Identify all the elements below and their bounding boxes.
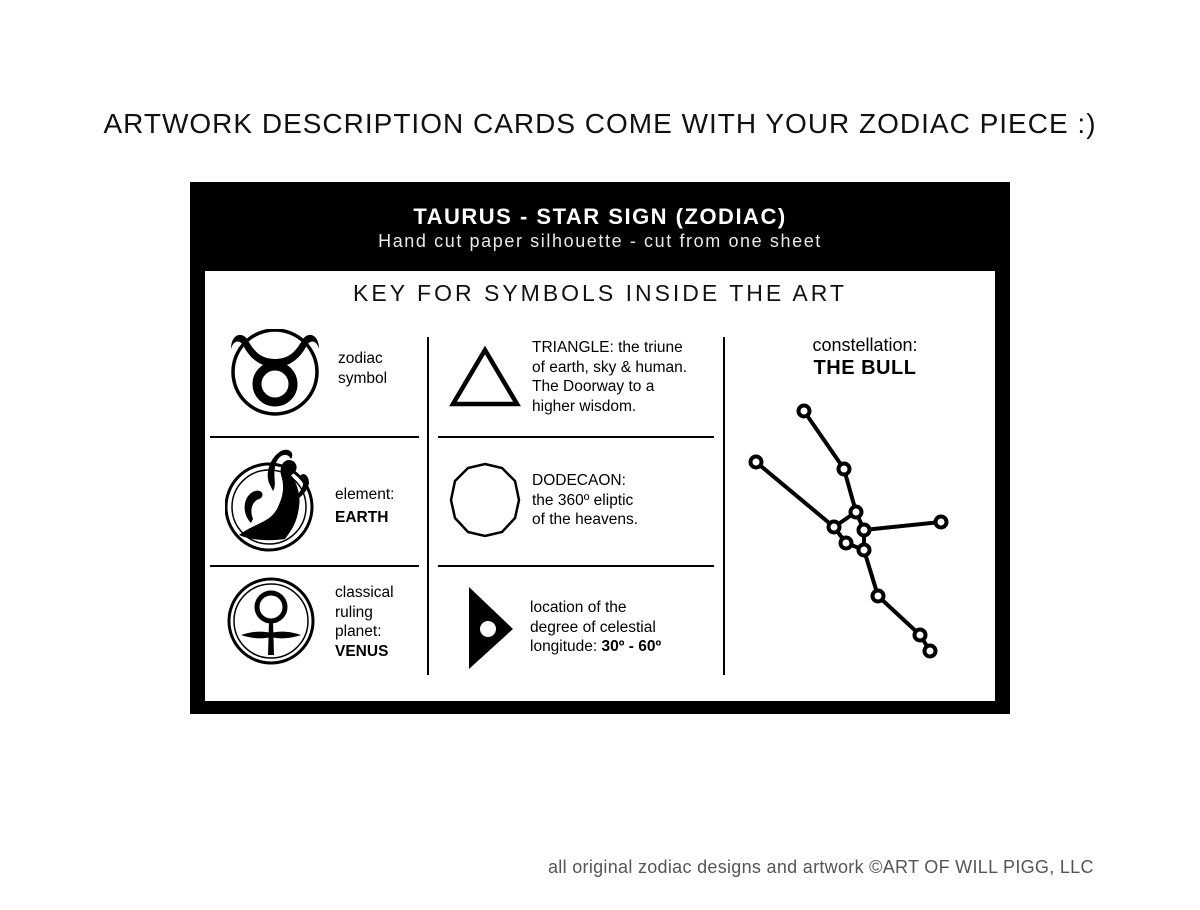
location-description (530, 598, 661, 657)
copyright-footer: all original zodiac designs and artwork ©ART OF WILL PIGG, LLC (548, 857, 1094, 877)
triangle-line: The Doorway to a (532, 378, 655, 395)
location-line: degree of celestial (530, 618, 656, 636)
planet-line: ruling (335, 603, 373, 621)
dodecagon-line: of the heavens. (532, 511, 638, 528)
location-prefix: longitude: (530, 638, 602, 655)
constellation-label: constellation: (812, 335, 918, 355)
zodiac-line: symbol (338, 369, 388, 387)
column-divider (723, 337, 725, 675)
page-headline: ARTWORK DESCRIPTION CARDS COME WITH YOUR ZODIAC PIECE :) (103, 108, 1097, 139)
triangle-line: TRIANGLE: the triune (532, 339, 683, 356)
celestial-location-icon (465, 585, 515, 671)
dodecagon-line: DODECAON: (532, 472, 626, 489)
card-title: TAURUS - STAR SIGN (ZODIAC) (413, 204, 787, 229)
location-line (530, 637, 661, 657)
row-divider (438, 565, 714, 567)
column-divider (427, 337, 429, 675)
row-divider (210, 565, 419, 567)
planet-value: VENUS (335, 642, 389, 660)
venus-planet-icon (227, 577, 317, 667)
triangle-line: higher wisdom. (532, 397, 637, 415)
row-divider (210, 436, 419, 438)
planet-line: planet: (335, 623, 382, 640)
zodiac-line: zodiac (338, 350, 383, 367)
constellation-name: THE BULL (813, 357, 917, 379)
element-value: EARTH (335, 508, 389, 526)
planet-label (335, 583, 394, 661)
key-heading: KEY FOR SYMBOLS INSIDE THE ART (353, 280, 847, 306)
element-label-line: element: (335, 486, 395, 503)
dodecagon-line: the 360º eliptic (532, 491, 634, 509)
symbol-key-panel (205, 271, 995, 701)
triangle-description (532, 338, 687, 416)
element-label (335, 485, 394, 527)
taurus-glyph-icon (229, 329, 329, 419)
triangle-icon (449, 345, 521, 409)
bull-constellation-icon (745, 399, 955, 659)
dodecagon-description (532, 471, 638, 530)
row-divider (438, 436, 714, 438)
earth-element-icon (225, 443, 317, 557)
triangle-line: of earth, sky & human. (532, 358, 688, 376)
card-subtitle: Hand cut paper silhouette - cut from one sheet (378, 231, 822, 251)
dodecagon-icon (447, 460, 523, 540)
location-value: 30º - 60º (601, 638, 662, 655)
zodiac-symbol-label (338, 349, 387, 388)
description-card (190, 182, 1010, 714)
planet-line: classical (335, 584, 394, 601)
location-line: location of the (530, 599, 627, 616)
